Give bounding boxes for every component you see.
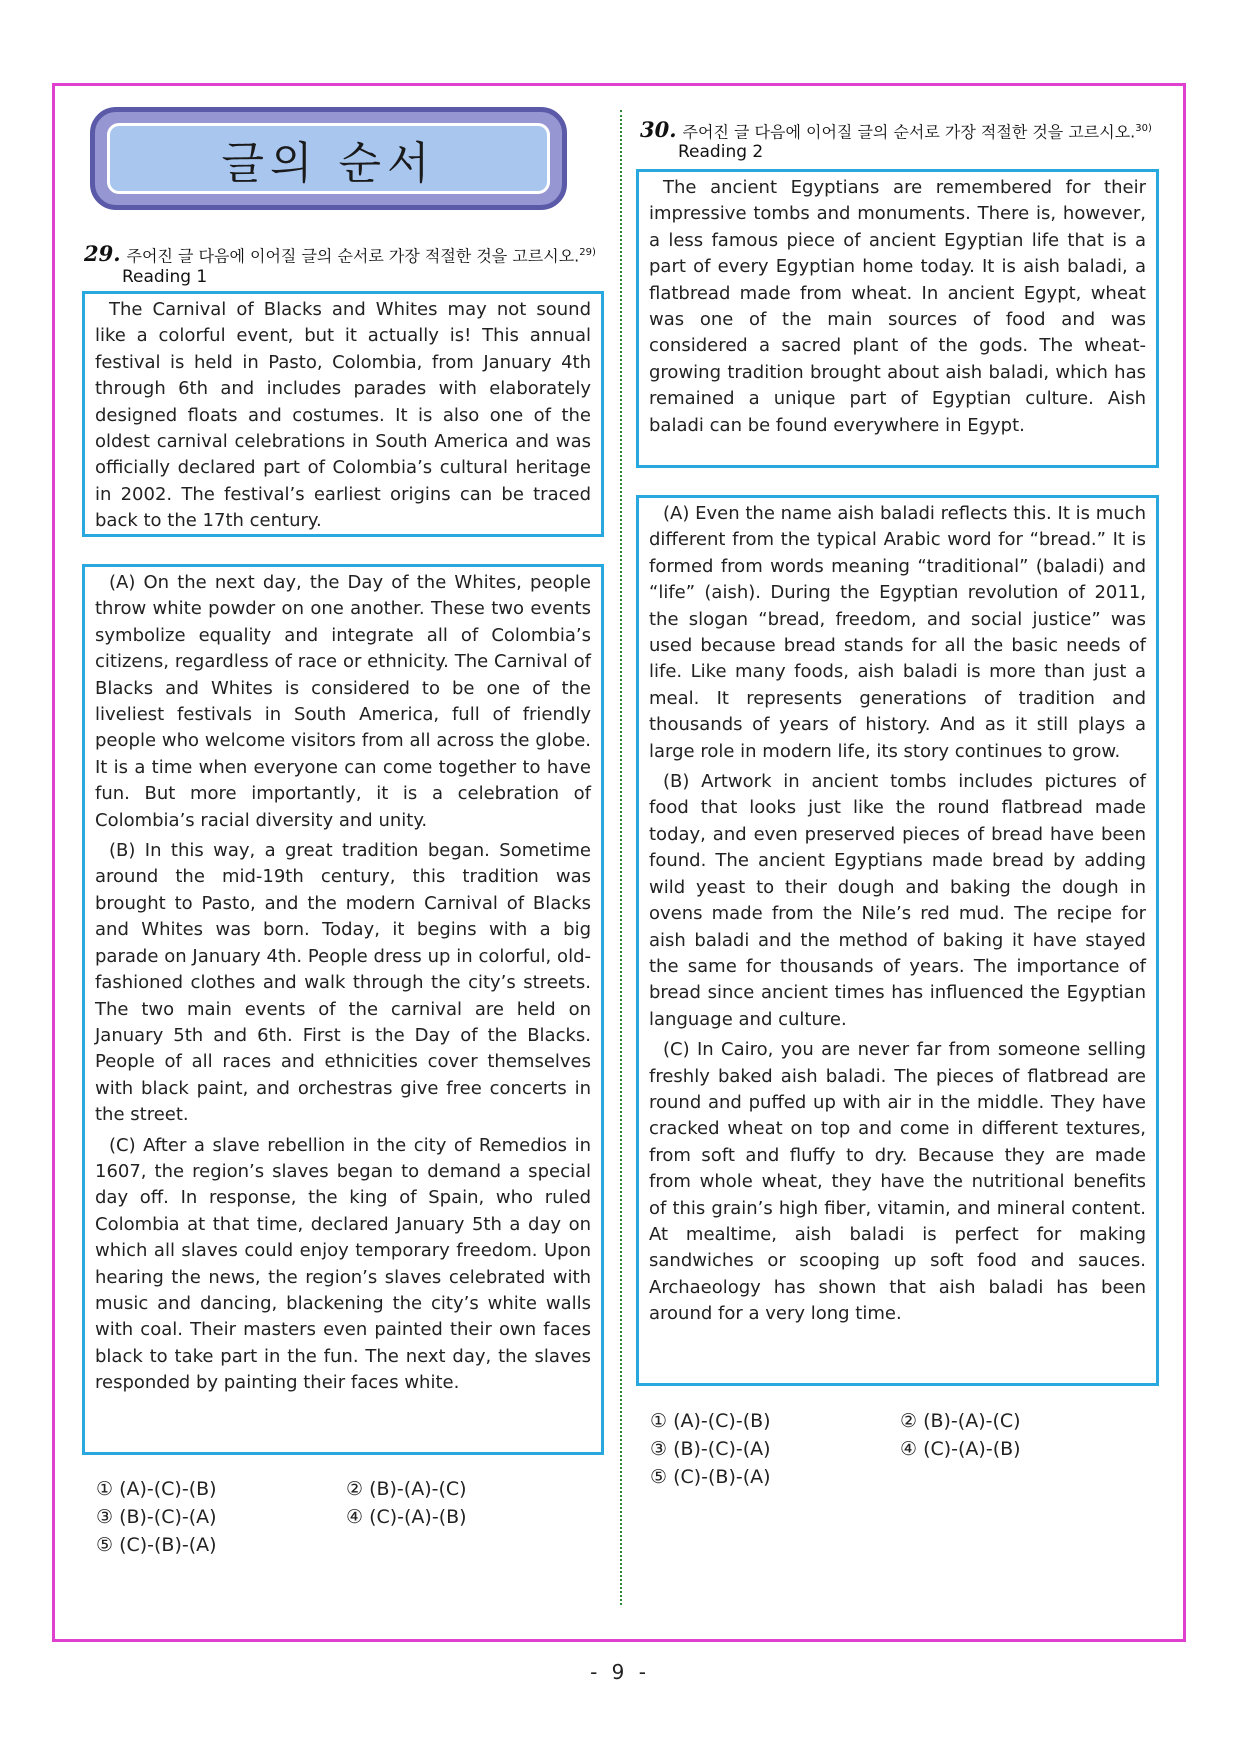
question-30-header — [640, 118, 1152, 143]
page-number: - 9 - — [590, 1660, 650, 1684]
question-30-reading-label: Reading 2 — [678, 142, 764, 162]
question-30-paragraph-a: (A) Even the name aish baladi reflects this. It is much different from the typical Arabic word for “bread.” It is formed from words meaning “traditional” (baladi) and “life” (aish). During the Egyptian revolution of 2011, the slogan “bread, freedom, and social justice” was used because bread stands for all the basic needs of life. Like many foods, aish baladi is more than just a meal. It represents generations of tradition and thousands of years of history. And as it still plays a large role in modern life, its story continues to grow. — [649, 503, 1146, 762]
section-title-banner — [90, 107, 567, 210]
question-30-intro: The ancient Egyptians are remembered for their impressive tombs and monuments. There is, however, a less famous piece of ancient Egyptian life that is a part of every Egyptian home today. It is aish baladi, a flatbread made from wheat. In ancient Egypt, wheat was one of the main sources of food and was considered a sacred plant of the gods. The wheat-growing tradition brought about aish baladi, which has remained a unique part of Egyptian culture. Aish baladi can be found everywhere in Egypt. — [649, 177, 1146, 436]
question-29-intro: The Carnival of Blacks and Whites may not sound like a colorful event, but it actually is! This annual festival is held in Pasto, Colombia, from January 4th through 6th and includes parades with elaborately designed floats and costumes. It is also one of the oldest carnival celebrations in South America and was officially declared part of Colombia’s cultural heritage in 2002. The festival’s earliest origins can be traced back to the 17th century. — [95, 299, 591, 532]
question-29-footnote: 29) — [579, 247, 596, 258]
question-30-paragraphs-box — [636, 495, 1159, 1386]
question-29-option-1[interactable]: ① (A)-(C)-(B) — [96, 1478, 217, 1500]
question-30-number: 30. — [640, 117, 677, 143]
question-30-option-3[interactable]: ③ (B)-(C)-(A) — [650, 1438, 771, 1460]
column-divider — [620, 110, 622, 1605]
question-30-instruction: 주어진 글 다음에 이어질 글의 순서로 가장 적절한 것을 고르시오. — [682, 122, 1136, 142]
question-30-footnote: 30) — [1135, 123, 1152, 134]
question-30-option-2[interactable]: ② (B)-(A)-(C) — [900, 1410, 1021, 1432]
question-30-option-4[interactable]: ④ (C)-(A)-(B) — [900, 1438, 1021, 1460]
question-29-paragraph-c: (C) After a slave rebellion in the city of Remedios in 1607, the region’s slaves began to demand a special day off. In response, the king of Spain, who ruled Colombia at that time, declared January 5th a day on which all slaves could enjoy temporary freedom. Upon hearing the news, the region’s slaves celebrated with music and dancing, blackening the city’s white walls with coal. Their masters even painted their own faces black to take part in the fun. The next day, the slaves responded by painting their faces white. — [95, 1134, 591, 1394]
question-29-paragraph-b: (B) In this way, a great tradition began. Sometime around the mid-19th century, this tradition was brought to Pasto, and the modern Carnival of Blacks and Whites was born. Today, it begins with a big parade on January 4th. People dress up in colorful, old-fashioned clothes and walk through the city’s streets. The two main events of the carnival are held on January 5th and 6th. First is the Day of the Blacks. People of all races and ethnicities cover themselves with black paint, and orchestras give free concerts in the street. — [95, 840, 591, 1126]
question-29-option-5[interactable]: ⑤ (C)-(B)-(A) — [96, 1534, 217, 1556]
question-29-paragraphs-box — [82, 564, 604, 1455]
question-30-intro-box — [636, 169, 1159, 468]
question-29-option-2[interactable]: ② (B)-(A)-(C) — [346, 1478, 467, 1500]
section-title: 글의 순서 — [107, 123, 550, 194]
question-29-intro-box — [82, 291, 604, 537]
question-29-option-4[interactable]: ④ (C)-(A)-(B) — [346, 1506, 467, 1528]
question-30-paragraph-b: (B) Artwork in ancient tombs includes pictures of food that looks just like the round flatbread made today, and even preserved pieces of bread have been found. The ancient Egyptians made bread by adding wild yeast to their dough and baking the dough in ovens made from the Nile’s red mud. The recipe for aish baladi and the method of baking it have stayed the same for thousands of years. The importance of bread since ancient times has influenced the Egyptian language and culture. — [649, 771, 1146, 1030]
question-30-option-5[interactable]: ⑤ (C)-(B)-(A) — [650, 1466, 771, 1488]
question-29-reading-label: Reading 1 — [122, 267, 208, 287]
question-30-option-1[interactable]: ① (A)-(C)-(B) — [650, 1410, 771, 1432]
question-29-paragraph-a: (A) On the next day, the Day of the Whites, people throw white powder on one another. These two events symbolize equality and integrate all of Colombia’s citizens, regardless of race or ethnicity. The Carnival of Blacks and Whites is considered to be one of the liveliest festivals in South America, full of friendly people who welcome visitors from all across the globe. It is a time when everyone can come together to have fun. But more importantly, it is a celebration of Colombia’s racial diversity and unity. — [95, 572, 591, 831]
question-29-option-3[interactable]: ③ (B)-(C)-(A) — [96, 1506, 217, 1528]
question-29-header — [84, 242, 596, 267]
question-29-instruction: 주어진 글 다음에 이어질 글의 순서로 가장 적절한 것을 고르시오. — [126, 246, 580, 266]
question-29-number: 29. — [84, 241, 121, 267]
question-30-paragraph-c: (C) In Cairo, you are never far from someone selling freshly baked aish baladi. The pieces of flatbread are round and puffed up with air in the middle. They have cracked wheat on top and come in different textures, from soft and fluffy to dry. Because they are made from whole wheat, they have the nutritional benefits of this grain’s high fiber, vitamin, and mineral content. At mealtime, aish baladi is perfect for making sandwiches or scooping up soft food and sauces. Archaeology has shown that aish baladi has been around for a very long time. — [649, 1039, 1146, 1325]
